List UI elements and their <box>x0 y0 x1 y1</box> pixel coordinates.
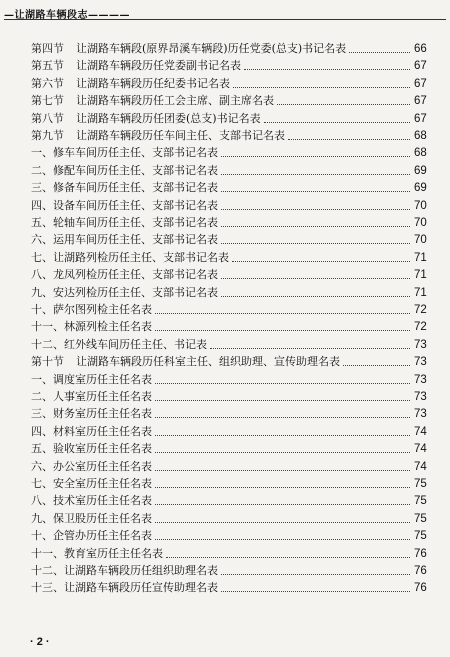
toc-entry-title: 十二、红外线车间历任主任、书记表 <box>31 337 207 351</box>
toc-leader-dots <box>277 104 410 105</box>
toc-entry-title: 十、萨尔图列检主任名表 <box>31 303 152 316</box>
toc-page-number: 76 <box>414 565 427 577</box>
toc-entry-title: 七、安全室历任主任名表 <box>31 477 152 490</box>
toc-entry-title: 一、调度室历任主任名表 <box>31 372 152 386</box>
toc-page-number: 73 <box>414 338 427 351</box>
toc-entry-title: 九、保卫股历任主任名表 <box>31 511 152 525</box>
toc-leader-dots <box>166 557 410 558</box>
toc-entry[interactable] <box>0 146 450 160</box>
toc-page-number: 72 <box>414 304 427 316</box>
toc-entry-title: 九、安达列检历任主任、支部书记名表 <box>31 285 218 299</box>
toc-page-number: 68 <box>414 130 427 142</box>
toc-entry[interactable] <box>0 407 450 421</box>
toc-entry-title: 十二、让湖路车辆段历任组织助理名表 <box>31 564 218 577</box>
toc-page-number: 75 <box>414 478 427 490</box>
toc-entry[interactable] <box>0 442 450 456</box>
toc-entry-title: 让湖路车辆段历任党委副书记名表 <box>76 59 241 73</box>
toc-section-number: 第五节 <box>31 59 64 73</box>
toc-entry-title: 让湖路车辆段历任工会主席、副主席名表 <box>76 94 274 108</box>
toc-page-number: 74 <box>414 460 427 473</box>
header-rule <box>4 19 446 20</box>
toc-page-number: 67 <box>414 60 427 73</box>
toc-page-number: 74 <box>414 425 427 438</box>
toc-page-number: 67 <box>414 112 427 125</box>
toc-entry-title: 六、运用车间历任主任、支部书记名表 <box>31 233 218 247</box>
toc-entry-title: 三、修备车间历任主任、支部书记名表 <box>31 181 218 195</box>
toc-entry[interactable] <box>0 112 450 126</box>
toc-leader-dots <box>221 226 410 227</box>
toc-entry-title: 让湖路车辆段(原界昂溪车辆段)历任党委(总支)书记名表 <box>76 42 347 55</box>
page-number: · 2 · <box>30 636 50 648</box>
toc-leader-dots <box>155 313 410 314</box>
toc-entry[interactable] <box>0 59 450 73</box>
toc-entry[interactable] <box>0 477 450 491</box>
toc-leader-dots <box>343 365 410 366</box>
toc-entry[interactable] <box>0 199 450 213</box>
toc-entry-title: 让湖路车辆段历任科室主任、组织助理、宣传助理名表 <box>76 355 340 369</box>
toc-entry-title: 十三、让湖路车辆段历任宣传助理名表 <box>31 581 218 595</box>
toc-entry-title: 让湖路车辆段历任团委(总支)书记名表 <box>76 111 261 125</box>
toc-leader-dots <box>232 261 410 262</box>
toc-page-number: 66 <box>414 43 427 55</box>
toc-page-number: 69 <box>414 164 427 177</box>
toc-page-number: 67 <box>414 95 427 108</box>
toc-entry[interactable] <box>0 564 450 578</box>
toc-entry[interactable] <box>0 425 450 439</box>
toc-entry-title: 三、财务室历任主任名表 <box>31 407 152 421</box>
toc-leader-dots <box>221 574 410 575</box>
toc-leader-dots <box>221 591 410 592</box>
toc-page-number: 74 <box>414 443 427 456</box>
toc-leader-dots <box>155 417 410 418</box>
toc-entry-title: 八、技术室历任主任名表 <box>31 494 152 508</box>
toc-leader-dots <box>155 504 410 505</box>
toc-entry[interactable] <box>0 373 450 387</box>
toc-entry[interactable] <box>0 181 450 195</box>
toc-entry[interactable] <box>0 390 450 404</box>
toc-entry[interactable] <box>0 512 450 526</box>
toc-leader-dots <box>155 400 410 401</box>
toc-page-number: 67 <box>414 77 427 90</box>
toc-page-number: 71 <box>414 251 427 264</box>
toc-leader-dots <box>155 487 410 488</box>
toc-entry[interactable] <box>0 286 450 300</box>
toc-entry[interactable] <box>0 320 450 334</box>
toc-entry-title: 八、龙凤列检历任主任、支部书记名表 <box>31 268 218 282</box>
toc-leader-dots <box>244 69 410 70</box>
toc-entry[interactable] <box>0 338 450 352</box>
toc-page-number: 75 <box>414 530 427 543</box>
toc-leader-dots <box>155 522 410 523</box>
running-header: —让湖路车辆段志———— <box>4 10 130 21</box>
toc-page-number: 70 <box>414 217 427 229</box>
toc-entry[interactable] <box>0 547 450 561</box>
toc-page-number: 76 <box>414 547 427 560</box>
toc-leader-dots <box>221 243 410 244</box>
toc-page-number: 70 <box>414 234 427 247</box>
toc-section-number: 第四节 <box>31 42 64 55</box>
toc-leader-dots <box>221 174 410 175</box>
toc-page-number: 76 <box>414 582 427 595</box>
toc-entry-title: 十、企管办历任主任名表 <box>31 529 152 543</box>
toc-page-number: 75 <box>414 495 427 508</box>
toc-leader-dots <box>233 87 410 88</box>
toc-entry[interactable] <box>0 77 450 91</box>
toc-page-number: 70 <box>414 199 427 212</box>
toc-section-number: 第六节 <box>31 76 64 90</box>
toc-leader-dots <box>221 209 410 210</box>
toc-section-number: 第九节 <box>31 129 64 142</box>
toc-leader-dots <box>155 435 410 436</box>
toc-entry[interactable] <box>0 216 450 230</box>
toc-entry-title: 五、轮轴车间历任主任、支部书记名表 <box>31 216 218 229</box>
toc-section-number: 第七节 <box>31 94 64 108</box>
toc-entry[interactable] <box>0 164 450 178</box>
toc-leader-dots <box>221 156 410 157</box>
toc-entry-title: 让湖路车辆段历任车间主任、支部书记名表 <box>76 129 285 142</box>
toc-entry-title: 五、验收室历任主任名表 <box>31 442 152 456</box>
toc-leader-dots <box>155 470 410 471</box>
toc-page-number: 69 <box>414 182 427 195</box>
toc-leader-dots <box>210 348 410 349</box>
toc-leader-dots <box>349 52 410 53</box>
toc-entry-title: 四、材料室历任主任名表 <box>31 424 152 438</box>
toc-entry-title: 让湖路车辆段历任纪委书记名表 <box>76 76 230 90</box>
toc-page-number: 73 <box>414 373 427 386</box>
toc-entry[interactable] <box>0 529 450 543</box>
toc-page-number: 73 <box>414 391 427 403</box>
toc-leader-dots <box>155 539 410 540</box>
toc-page-number: 73 <box>414 356 427 369</box>
toc-entry-title: 六、办公室历任主任名表 <box>31 459 152 473</box>
toc-page-number: 73 <box>414 408 427 421</box>
toc-leader-dots <box>288 139 410 140</box>
toc-leader-dots <box>264 122 410 123</box>
toc-page-number: 71 <box>414 269 427 282</box>
toc-leader-dots <box>155 383 410 384</box>
toc-entry[interactable] <box>0 251 450 265</box>
toc-entry[interactable] <box>0 129 450 143</box>
toc-entry-title: 七、让湖路列检历任主任、支部书记名表 <box>31 250 229 264</box>
toc-entry-title: 一、修车车间历任主任、支部书记名表 <box>31 146 218 160</box>
toc-page-number: 71 <box>414 286 427 299</box>
toc-entry[interactable] <box>0 42 450 56</box>
toc-entry[interactable] <box>0 94 450 108</box>
toc-leader-dots <box>221 191 410 192</box>
toc-page-number: 72 <box>414 321 427 334</box>
toc-entry-title: 四、设备车间历任主任、支部书记名表 <box>31 198 218 212</box>
toc-entry[interactable] <box>0 233 450 247</box>
toc-page-number: 75 <box>414 512 427 525</box>
toc-entry[interactable] <box>0 494 450 508</box>
toc-entry[interactable] <box>0 355 450 369</box>
toc-leader-dots <box>221 296 410 297</box>
toc-entry-title: 十一、林源列检主任名表 <box>31 320 152 334</box>
toc-leader-dots <box>155 330 410 331</box>
toc-entry-title: 二、人事室历任主任名表 <box>31 390 152 403</box>
toc-leader-dots <box>155 452 410 453</box>
toc-entry-title: 十一、教育室历任主任名表 <box>31 546 163 560</box>
toc-leader-dots <box>221 278 410 279</box>
toc-section-number: 第十节 <box>31 355 64 369</box>
toc-entry[interactable] <box>0 460 450 474</box>
toc-entry[interactable] <box>0 268 450 282</box>
toc-section-number: 第八节 <box>31 111 64 125</box>
toc-entry[interactable] <box>0 581 450 595</box>
toc-entry-title: 二、修配车间历任主任、支部书记名表 <box>31 163 218 177</box>
toc-entry[interactable] <box>0 303 450 317</box>
toc-page-number: 68 <box>414 147 427 160</box>
